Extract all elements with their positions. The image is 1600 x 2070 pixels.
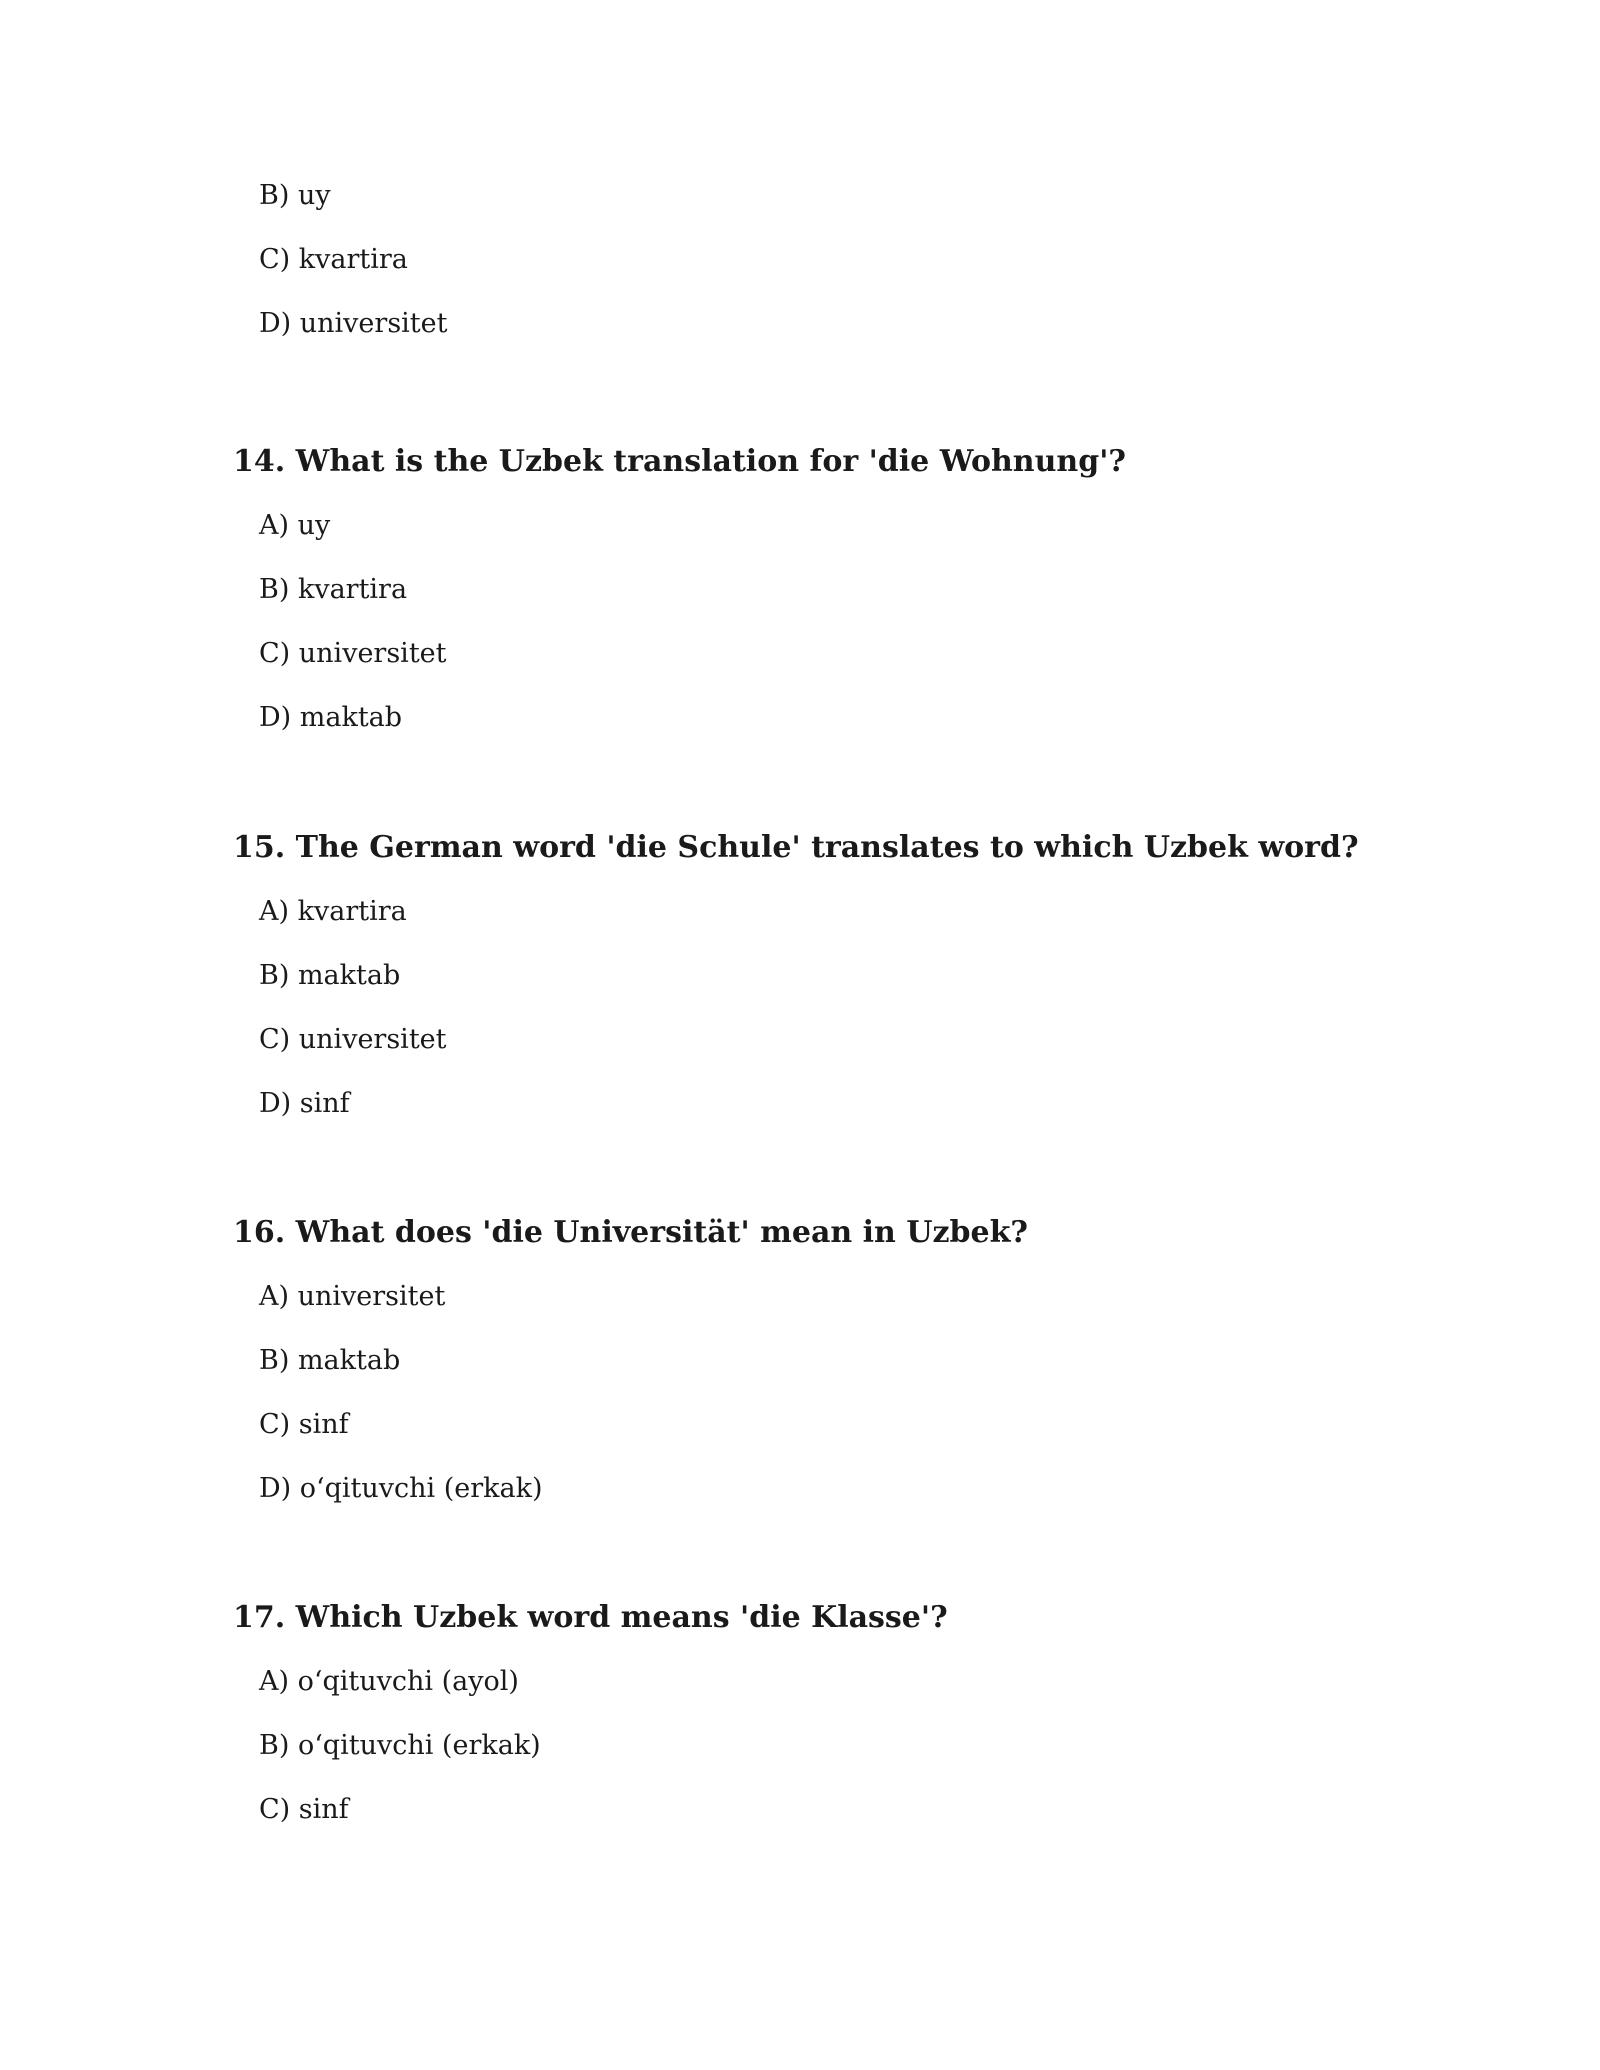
answer-option: B) o‘qituvchi (erkak): [259, 1730, 541, 1761]
answer-option: C) universitet: [259, 638, 447, 669]
answer-option: A) o‘qituvchi (ayol): [259, 1666, 519, 1697]
answer-option: A) uy: [259, 510, 331, 541]
answer-options: [259, 1277, 1028, 1509]
answer-options: [259, 892, 1359, 1124]
question-title: 17. Which Uzbek word means 'die Klasse'?: [233, 1600, 948, 1635]
answer-option: D) sinf: [259, 1088, 350, 1119]
answer-option: B) maktab: [259, 960, 401, 991]
answer-option: C) universitet: [259, 1024, 447, 1055]
question-17: [233, 1598, 948, 1830]
question-15: [233, 828, 1359, 1124]
question-title: 15. The German word 'die Schule' translates to which Uzbek word?: [233, 830, 1359, 865]
question-13-options-continued: [259, 176, 448, 344]
answer-options: [259, 506, 1126, 738]
answer-option: D) maktab: [259, 702, 403, 733]
answer-option: B) uy: [259, 180, 331, 211]
answer-option: A) kvartira: [259, 896, 407, 927]
question-16: [233, 1213, 1028, 1509]
question-14: [233, 442, 1126, 738]
answer-option: C) sinf: [259, 1409, 349, 1440]
answer-option: D) universitet: [259, 308, 448, 339]
answer-option: A) universitet: [259, 1281, 446, 1312]
answer-option: D) o‘qituvchi (erkak): [259, 1473, 543, 1504]
question-title: 14. What is the Uzbek translation for 'die Wohnung'?: [233, 444, 1126, 479]
answer-option: C) sinf: [259, 1794, 349, 1825]
question-title: 16. What does 'die Universität' mean in Uzbek?: [233, 1215, 1028, 1250]
answer-options: [259, 1662, 948, 1830]
answer-option: C) kvartira: [259, 244, 408, 275]
answer-option: B) kvartira: [259, 574, 408, 605]
answer-option: B) maktab: [259, 1345, 401, 1376]
